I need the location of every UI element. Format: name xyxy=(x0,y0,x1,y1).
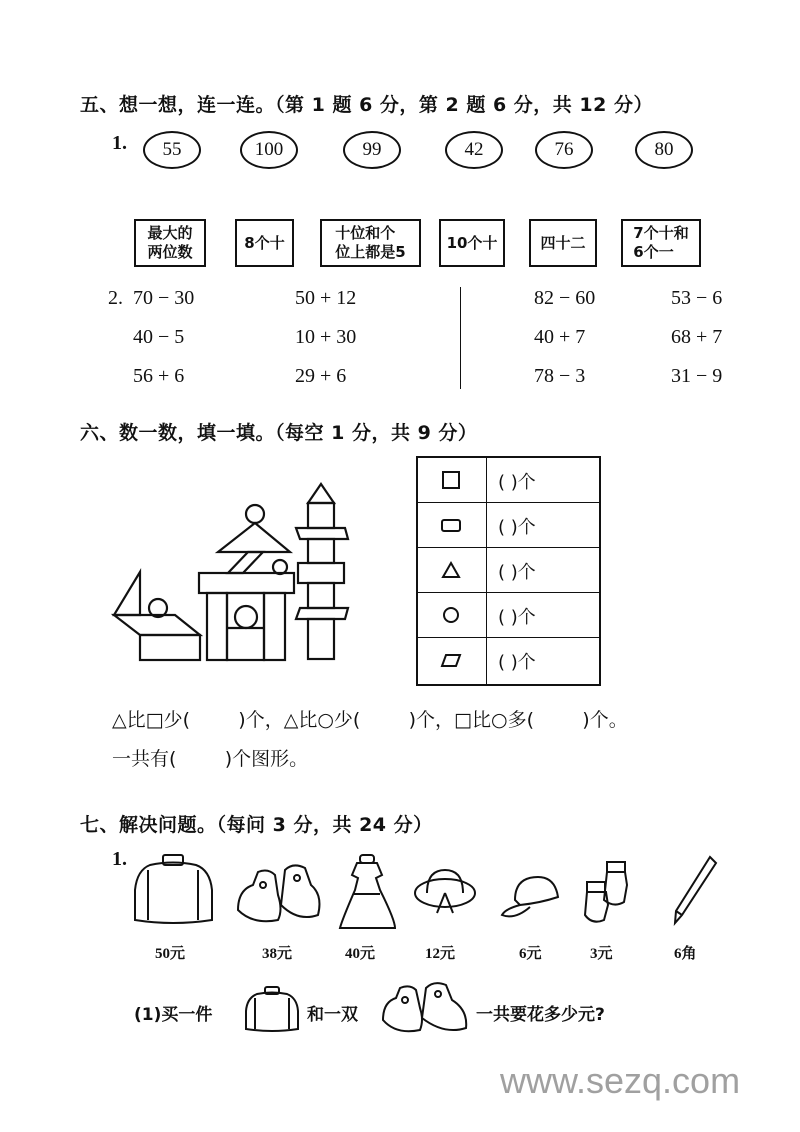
cap-icon xyxy=(502,877,558,916)
number-oval[interactable]: 76 xyxy=(535,131,593,169)
description-box[interactable] xyxy=(529,219,597,267)
price-label: 12元 xyxy=(425,946,456,962)
count-blank[interactable]: ( )个 xyxy=(498,607,536,628)
hat-icon xyxy=(415,870,475,913)
clothing-items-row xyxy=(130,850,730,935)
expression[interactable]: 10 + 30 xyxy=(295,326,357,348)
expression[interactable]: 53 − 6 xyxy=(671,287,723,309)
expression[interactable]: 82 − 60 xyxy=(534,287,596,309)
watermark: www.sezq.com xyxy=(500,1060,741,1101)
box-line: 10个十 xyxy=(446,233,498,252)
box-line: 两位数 xyxy=(147,243,193,261)
expression[interactable]: 29 + 6 xyxy=(295,365,347,387)
section6-title: 六、数一数，填一填。（每空 1 分，共 9 分） xyxy=(80,422,478,444)
pencil-icon xyxy=(675,857,716,923)
total-sentence[interactable]: 一共有( )个图形。 xyxy=(112,748,309,770)
price-label: 50元 xyxy=(155,946,186,962)
section7-title: 七、解决问题。（每问 3 分，共 24 分） xyxy=(80,814,433,836)
number-oval[interactable]: 80 xyxy=(635,131,693,169)
number-oval[interactable]: 42 xyxy=(445,131,503,169)
table-row xyxy=(418,638,599,684)
description-box[interactable] xyxy=(439,219,505,267)
divider-line xyxy=(460,287,461,389)
section5-title: 五、想一想，连一连。（第 1 题 6 分，第 2 题 6 分，共 12 分） xyxy=(80,94,653,116)
table-row xyxy=(418,593,599,638)
subquestion-suffix: 一共要花多少元? xyxy=(476,1005,605,1025)
dress-icon xyxy=(340,855,395,928)
box-line: 最大的 xyxy=(147,224,193,242)
shape-count-table xyxy=(416,456,601,686)
box-line: 位上都是5 xyxy=(335,243,406,261)
expression[interactable]: 40 − 5 xyxy=(133,326,185,348)
comparison-sentence[interactable]: △比□少( )个，△比○少( )个，□比○多( )个。 xyxy=(112,709,628,731)
subquestion-middle: 和一双 xyxy=(307,1005,358,1025)
sweater-icon xyxy=(135,855,212,923)
table-row xyxy=(418,458,599,503)
rectangle-icon xyxy=(440,515,462,535)
expression[interactable]: 56 + 6 xyxy=(133,365,185,387)
gloves-icon xyxy=(585,862,627,922)
shoes-icon xyxy=(238,865,319,921)
q1-label: 1. xyxy=(112,848,127,870)
parallelogram-icon xyxy=(440,650,462,670)
count-blank[interactable]: ( )个 xyxy=(498,562,536,583)
count-blank[interactable]: ( )个 xyxy=(498,517,536,538)
box-line: 6个一 xyxy=(633,243,674,261)
box-line: 8个十 xyxy=(244,233,285,252)
price-label: 3元 xyxy=(590,946,613,962)
q1-label: 1. xyxy=(112,132,127,154)
q2-label: 2. xyxy=(108,287,123,309)
circle-icon xyxy=(440,605,462,625)
block-building-figure xyxy=(100,470,360,670)
table-row xyxy=(418,548,599,593)
price-label: 40元 xyxy=(345,946,376,962)
expression[interactable]: 40 + 7 xyxy=(534,326,586,348)
expression[interactable]: 68 + 7 xyxy=(671,326,723,348)
description-box[interactable] xyxy=(320,219,421,267)
description-box[interactable] xyxy=(621,219,701,267)
description-box[interactable] xyxy=(235,219,294,267)
sweater-icon xyxy=(243,985,303,1035)
box-line: 十位和个 xyxy=(335,224,396,242)
table-row xyxy=(418,503,599,548)
box-line: 7个十和 xyxy=(633,224,689,242)
expression[interactable]: 70 − 30 xyxy=(133,287,195,309)
box-line: 四十二 xyxy=(540,233,586,252)
price-label: 6元 xyxy=(519,946,542,962)
triangle-icon xyxy=(440,560,462,580)
expression[interactable]: 78 − 3 xyxy=(534,365,586,387)
price-label: 38元 xyxy=(262,946,293,962)
number-oval[interactable]: 100 xyxy=(240,131,298,169)
description-box[interactable] xyxy=(134,219,206,267)
count-blank[interactable]: ( )个 xyxy=(498,472,536,493)
price-label: 6角 xyxy=(674,946,697,962)
number-oval[interactable]: 55 xyxy=(143,131,201,169)
number-oval[interactable]: 99 xyxy=(343,131,401,169)
expression[interactable]: 50 + 12 xyxy=(295,287,357,309)
square-icon xyxy=(440,470,462,490)
subquestion-prefix: (1)买一件 xyxy=(134,1005,213,1025)
expression[interactable]: 31 − 9 xyxy=(671,365,723,387)
shoes-icon xyxy=(378,980,473,1035)
count-blank[interactable]: ( )个 xyxy=(498,652,536,673)
